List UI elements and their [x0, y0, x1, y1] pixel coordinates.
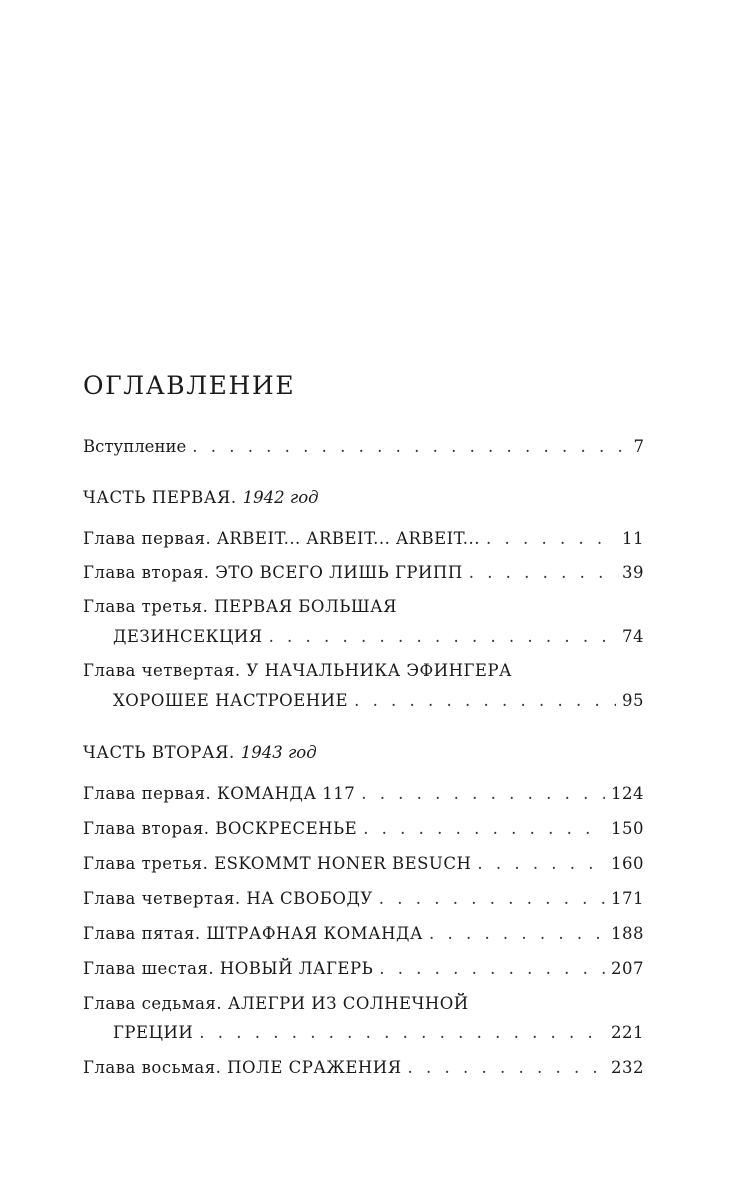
toc-title: ОГЛАВЛЕНИЕ: [83, 371, 296, 400]
toc-entry[interactable]: [83, 815, 644, 843]
entry-label: Глава первая. КОМАНДА 117: [83, 784, 356, 803]
entry-page: 95: [622, 691, 644, 710]
entry-page: 232: [611, 1058, 644, 1077]
part-year: 1943 год: [240, 743, 317, 762]
dot-leader: [486, 525, 616, 553]
dot-leader: [199, 1019, 605, 1047]
toc-entry[interactable]: [83, 593, 644, 651]
entry-label: Глава третья. ESKOMMT HONER BESUCH: [83, 854, 472, 873]
entry-label: Глава четвертая. НА СВОБОДУ: [83, 889, 373, 908]
dot-leader: [469, 559, 616, 587]
entry-label: Глава пятая. ШТРАФНАЯ КОМАНДА: [83, 924, 423, 943]
entry-page: 160: [611, 854, 644, 873]
entry-page: 171: [611, 889, 644, 908]
entry-label: Глава шестая. НОВЫЙ ЛАГЕРЬ: [83, 959, 374, 978]
entry-page: 39: [622, 563, 644, 582]
toc-entry[interactable]: [83, 955, 644, 983]
entry-page: 188: [611, 924, 644, 943]
part-heading-1: [83, 484, 644, 512]
entry-page: 11: [622, 529, 644, 548]
dot-leader: [361, 780, 605, 808]
dot-leader: [429, 920, 605, 948]
part-title: ЧАСТЬ ВТОРАЯ.: [83, 743, 235, 762]
dot-leader: [379, 885, 605, 913]
entry-label-line1: Глава четвертая. У НАЧАЛЬНИКА ЭФИНГЕРА: [83, 661, 513, 680]
toc-entry[interactable]: [83, 657, 644, 715]
entry-page: 150: [611, 819, 644, 838]
entry-page: 124: [611, 784, 644, 803]
entry-label-line2: ДЕЗИНСЕКЦИЯ: [113, 627, 263, 646]
toc-entry[interactable]: [83, 780, 644, 808]
entry-label-line2: ХОРОШЕЕ НАСТРОЕНИЕ: [113, 691, 349, 710]
entry-label-line1: Глава седьмая. АЛЕГРИ ИЗ СОЛНЕЧНОЙ: [83, 994, 469, 1013]
dot-leader: [379, 955, 605, 983]
entry-label: Глава вторая. ЭТО ВСЕГО ЛИШЬ ГРИПП: [83, 563, 463, 582]
entry-label: Глава вторая. ВОСКРЕСЕНЬЕ: [83, 819, 358, 838]
toc-entry[interactable]: [83, 990, 644, 1047]
entry-label: Вступление: [83, 437, 187, 456]
dot-leader: [354, 687, 616, 715]
toc-entry-intro[interactable]: [83, 433, 644, 461]
toc-entry[interactable]: [83, 525, 644, 553]
toc-entry[interactable]: [83, 885, 644, 913]
toc-entry[interactable]: [83, 559, 644, 587]
dot-leader: [477, 850, 605, 878]
toc-entry[interactable]: [83, 850, 644, 878]
entry-page: 7: [633, 437, 644, 456]
part-year: 1942 год: [242, 488, 319, 507]
dot-leader: [192, 433, 627, 461]
entry-label-line2: ГРЕЦИИ: [113, 1023, 194, 1042]
part-heading-2: [83, 739, 644, 767]
entry-label: Глава первая. ARBEIT... ARBEIT... ARBEIT...: [83, 529, 480, 548]
dot-leader: [408, 1054, 605, 1082]
toc-entry[interactable]: [83, 1054, 644, 1082]
entry-page: 221: [611, 1023, 644, 1042]
entry-label-line1: Глава третья. ПЕРВАЯ БОЛЬШАЯ: [83, 597, 397, 616]
entry-page: 207: [611, 959, 644, 978]
entry-page: 74: [622, 627, 644, 646]
dot-leader: [269, 623, 616, 651]
part-title: ЧАСТЬ ПЕРВАЯ.: [83, 488, 237, 507]
dot-leader: [363, 815, 605, 843]
table-of-contents: [83, 372, 644, 1082]
entry-label: Глава восьмая. ПОЛЕ СРАЖЕНИЯ: [83, 1058, 402, 1077]
toc-entry[interactable]: [83, 920, 644, 948]
